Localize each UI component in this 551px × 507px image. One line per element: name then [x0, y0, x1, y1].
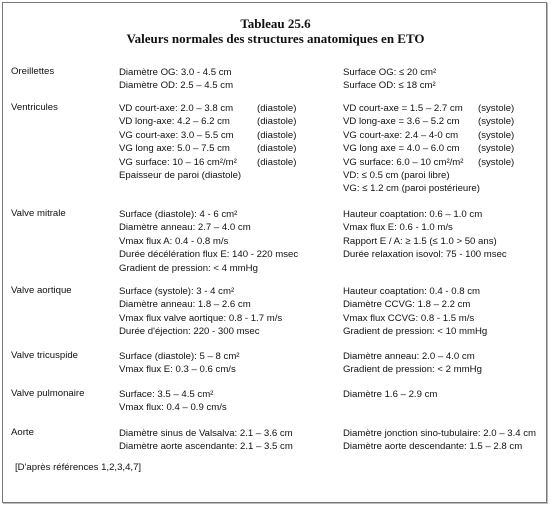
value-line [119, 142, 297, 155]
value-line: VG: ≤ 1.2 cm (paroi postérieure) [343, 183, 480, 195]
value-line: Vmax flux: 0.4 – 0.9 cm/s [119, 402, 227, 414]
value-line: Surface: 3.5 – 4.5 cm² [119, 389, 214, 400]
value-line: Gradient de pression: < 2 mmHg [343, 364, 482, 376]
value-line: Surface (diastole): 5 – 8 cm² [119, 351, 240, 362]
value-line: Gradient de pression: < 10 mmHg [343, 326, 488, 338]
measurement-value: VG surface: 6.0 – 10 cm²/m² [343, 156, 464, 168]
cardiac-phase: (systole) [478, 103, 515, 114]
value-line: Epaisseur de paroi (diastole) [119, 170, 242, 182]
left-column [119, 208, 298, 275]
value-line: Diamètre sinus de Valsalva: 2.1 – 3.6 cm [119, 428, 293, 439]
value-line: Diamètre CCVG: 1.8 – 2.2 cm [343, 299, 471, 311]
section-label: Valve mitrale [11, 208, 66, 219]
cardiac-phase: (systole) [478, 143, 515, 155]
value-line: Diamètre 1.6 – 2.9 cm [343, 389, 438, 400]
left-column [119, 102, 297, 182]
measurement-value: VG long axe: 5.0 – 7.5 cm [119, 143, 230, 155]
right-column [343, 66, 436, 93]
left-column [119, 350, 240, 377]
value-line: Rapport E / A: ≥ 1.5 (≤ 1.0 > 50 ans) [343, 235, 497, 247]
measurement-value: VG long axe = 4.0 – 6.0 cm [343, 143, 460, 155]
value-line [119, 156, 297, 169]
value-line [343, 115, 515, 128]
measurement-value: VG court-axe: 3.0 – 5.5 cm [119, 129, 234, 141]
value-line: Vmax flux CCVG: 0.8 - 1.5 m/s [343, 312, 475, 324]
left-column [119, 285, 282, 339]
section-label: Valve tricuspide [11, 350, 79, 361]
measurement-value: VG surface: 10 – 16 cm²/m² [119, 156, 237, 168]
right-column [343, 350, 482, 377]
cardiac-phase: (diastole) [257, 143, 297, 155]
measurement-value: VD court-axe: 2.0 – 3.8 cm [119, 103, 234, 114]
section-label: Oreillettes [11, 66, 55, 77]
value-line [343, 102, 515, 115]
measurement-value: VD long-axe = 3.6 – 5.2 cm [343, 116, 460, 128]
right-column [343, 102, 515, 196]
cardiac-phase: (systole) [478, 116, 515, 128]
right-column [343, 285, 487, 339]
cardiac-phase: (diastole) [257, 129, 297, 141]
value-line [119, 102, 297, 115]
left-column [119, 388, 227, 415]
measurement-value: VG court-axe: 2.4 – 4-0 cm [343, 129, 459, 141]
value-line [343, 129, 515, 142]
cardiac-phase: (diastole) [257, 103, 297, 114]
value-line [343, 156, 515, 169]
cardiac-phase: (systole) [478, 156, 515, 168]
cardiac-phase: (diastole) [257, 116, 297, 128]
right-column [343, 208, 507, 262]
section-label: Valve aortique [11, 285, 72, 296]
left-column [119, 66, 233, 93]
right-column [343, 427, 536, 454]
references-note: [D'après références 1,2,3,4,7] [15, 462, 142, 473]
value-line: Surface OG: ≤ 20 cm² [343, 67, 437, 78]
section-label: Aorte [11, 427, 34, 438]
value-line: Gradient de pression: < 4 mmHg [119, 262, 258, 274]
cardiac-phase: (diastole) [257, 156, 297, 168]
value-line: Diamètre OD: 2.5 – 4.5 cm [119, 80, 234, 92]
table-title: Tableau 25.6 [240, 16, 311, 31]
value-line: Surface (diastole): 4 - 6 cm² [119, 209, 238, 220]
left-column [119, 427, 293, 454]
value-line: Durée décélération flux E: 140 - 220 msec [119, 249, 299, 261]
value-line: Vmax flux valve aortique: 0.8 - 1.7 m/s [119, 312, 283, 324]
value-line: Diamètre anneau: 1.8 – 2.6 cm [119, 299, 251, 311]
value-line: Durée relaxation isovol: 75 - 100 msec [343, 249, 507, 261]
value-line [119, 129, 297, 142]
section-label: Ventricules [11, 102, 58, 113]
value-line [119, 115, 297, 128]
measurement-value: VD court-axe = 1.5 – 2.7 cm [343, 103, 463, 114]
value-line: Diamètre anneau: 2.7 – 4.0 cm [119, 222, 251, 234]
measurement-value: VD long-axe: 4.2 – 6.2 cm [119, 116, 230, 128]
value-line: Diamètre aorte descendante: 1.5 – 2.8 cm [343, 441, 523, 453]
value-line: Diamètre aorte ascendante: 2.1 – 3.5 cm [119, 441, 293, 453]
value-line: Surface (systole): 3 - 4 cm² [119, 286, 235, 297]
section-label: Valve pulmonaire [11, 388, 85, 399]
right-column [343, 388, 437, 401]
value-line: VD: ≤ 0.5 cm (paroi libre) [343, 170, 450, 182]
cardiac-phase: (systole) [478, 129, 515, 141]
value-line [343, 142, 515, 155]
table-subtitle: Valeurs normales des structures anatomiques en ETO [126, 31, 425, 46]
value-line: Vmax flux E: 0.6 - 1.0 m/s [343, 222, 453, 234]
value-line: Surface OD: ≤ 18 cm² [343, 80, 436, 92]
value-line: Diamètre OG: 3.0 - 4.5 cm [119, 67, 232, 78]
value-line: Vmax flux E: 0.3 – 0.6 cm/s [119, 364, 236, 376]
value-line: Hauteur coaptation: 0.6 – 1.0 cm [343, 209, 483, 220]
value-line: Durée d'éjection: 220 - 300 msec [119, 326, 260, 338]
value-line: Vmax flux A: 0.4 - 0.8 m/s [119, 235, 229, 247]
value-line: Hauteur coaptation: 0.4 - 0.8 cm [343, 286, 481, 297]
value-line: Diamètre anneau: 2.0 – 4.0 cm [343, 351, 475, 362]
value-line: Diamètre jonction sino-tubulaire: 2.0 – 3.4 cm [343, 428, 537, 439]
